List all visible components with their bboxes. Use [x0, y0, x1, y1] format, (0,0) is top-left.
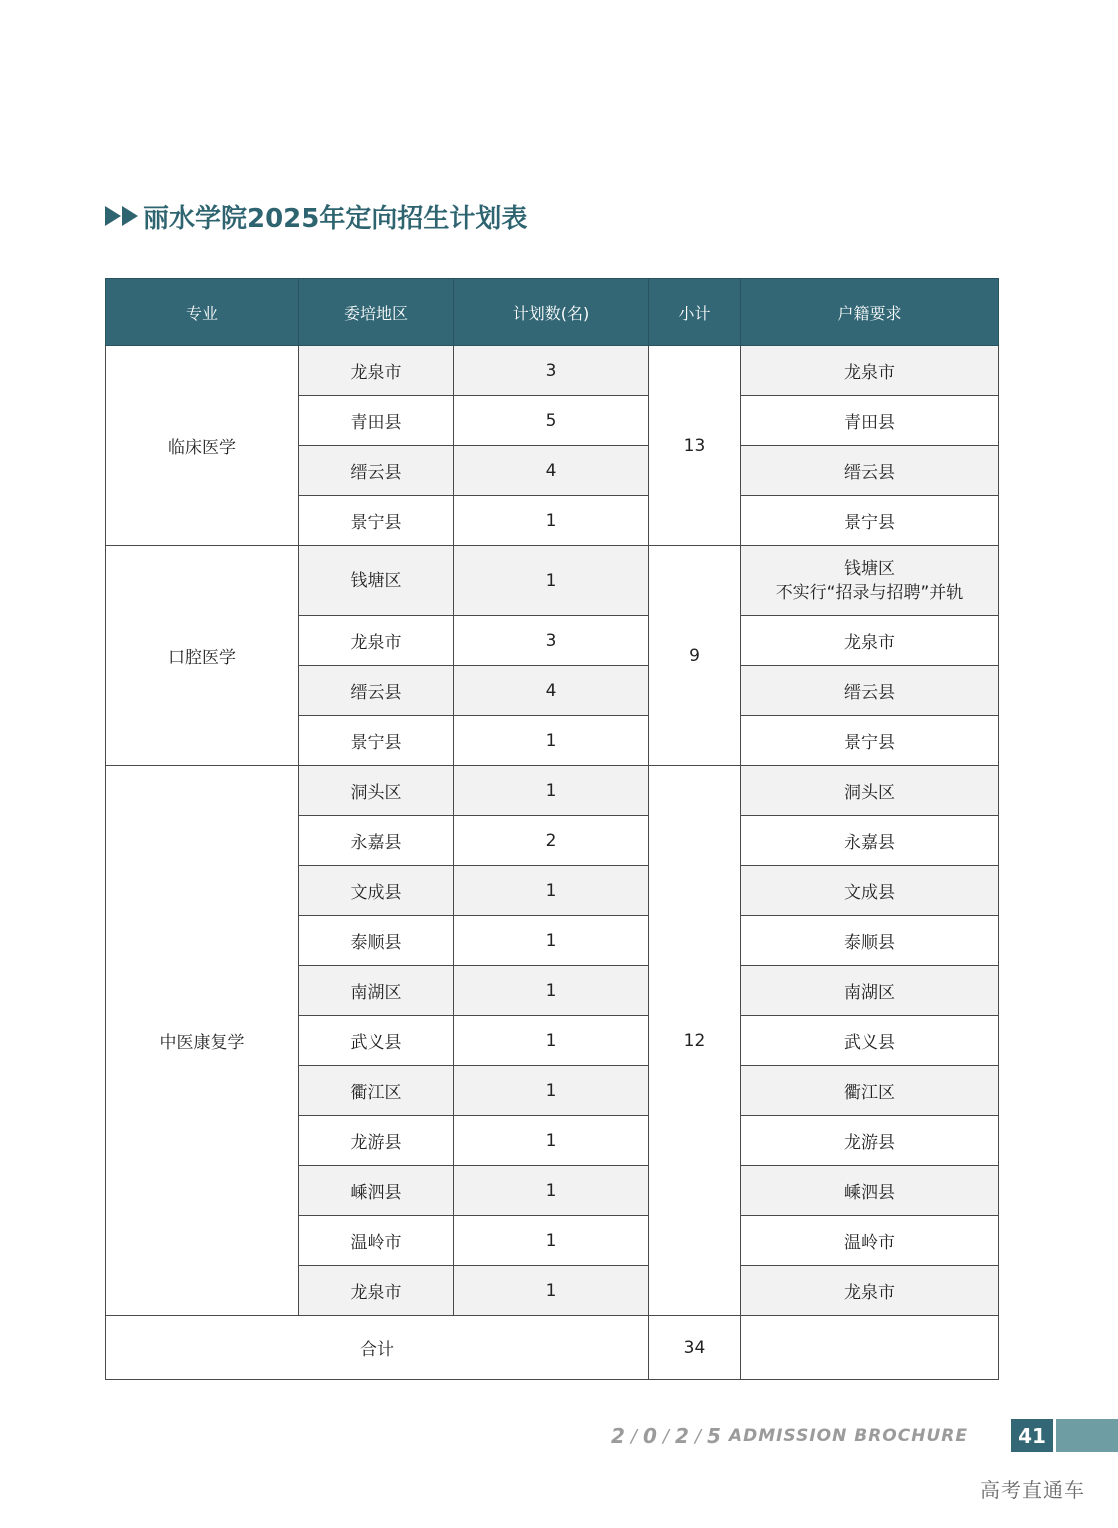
- region-cell: 龙游县: [299, 1116, 454, 1166]
- header-major: 专业: [106, 279, 299, 346]
- hukou-line: 嵊泗县: [844, 1183, 895, 1203]
- plan-count-cell: 4: [454, 446, 649, 496]
- plan-count-cell: 1: [454, 716, 649, 766]
- hukou-line: 缙云县: [844, 683, 895, 703]
- region-cell: 龙泉市: [299, 1266, 454, 1316]
- double-arrow-icon: [105, 206, 139, 226]
- header-region: 委培地区: [299, 279, 454, 346]
- region-cell: 文成县: [299, 866, 454, 916]
- subtotal-cell: 12: [649, 766, 741, 1316]
- total-value: 34: [649, 1316, 741, 1380]
- hukou-cell: [741, 1266, 999, 1316]
- region-cell: 龙泉市: [299, 616, 454, 666]
- region-cell: 缙云县: [299, 446, 454, 496]
- region-cell: 缙云县: [299, 666, 454, 716]
- hukou-line: 泰顺县: [844, 933, 895, 953]
- watermark-text: 高考直通车: [980, 1478, 1085, 1502]
- hukou-line: 南湖区: [844, 983, 895, 1003]
- hukou-line: 龙泉市: [844, 633, 895, 653]
- header-subtotal: 小计: [649, 279, 741, 346]
- subtotal-cell: 13: [649, 346, 741, 546]
- region-cell: 青田县: [299, 396, 454, 446]
- subtotal-cell: 9: [649, 546, 741, 766]
- year-digit: 2: [675, 1424, 689, 1448]
- hukou-line: 缙云县: [844, 463, 895, 483]
- region-cell: 泰顺县: [299, 916, 454, 966]
- hukou-cell: [741, 396, 999, 446]
- hukou-cell: [741, 446, 999, 496]
- year-separator: /: [662, 1425, 669, 1447]
- hukou-line: 不实行“招录与招聘”并轨: [775, 582, 964, 603]
- hukou-cell: [741, 1016, 999, 1066]
- header-plan-count: 计划数(名): [454, 279, 649, 346]
- plan-count-cell: 1: [454, 496, 649, 546]
- plan-count-cell: 2: [454, 816, 649, 866]
- hukou-cell: [741, 966, 999, 1016]
- hukou-cell: [741, 666, 999, 716]
- region-cell: 衢江区: [299, 1066, 454, 1116]
- hukou-line: 景宁县: [844, 513, 895, 533]
- year-digit: 5: [707, 1424, 721, 1448]
- hukou-cell: [741, 1116, 999, 1166]
- hukou-line: 武义县: [844, 1033, 895, 1053]
- hukou-line: 洞头区: [844, 783, 895, 803]
- hukou-cell: [741, 816, 999, 866]
- page-number: 41: [1011, 1419, 1053, 1452]
- hukou-cell: [741, 1066, 999, 1116]
- major-cell: 临床医学: [106, 346, 299, 546]
- plan-count-cell: 1: [454, 1216, 649, 1266]
- plan-count-cell: 1: [454, 1166, 649, 1216]
- major-cell: 中医康复学: [106, 766, 299, 1316]
- brochure-label: ADMISSION BROCHURE: [728, 1426, 968, 1446]
- major-cell: 口腔医学: [106, 546, 299, 766]
- hukou-cell: [741, 616, 999, 666]
- table-header-row: [106, 279, 999, 346]
- region-cell: 永嘉县: [299, 816, 454, 866]
- region-cell: 钱塘区: [299, 546, 454, 616]
- hukou-line: 青田县: [844, 413, 895, 433]
- hukou-cell: [741, 496, 999, 546]
- region-cell: 武义县: [299, 1016, 454, 1066]
- hukou-line: 龙泉市: [844, 363, 895, 383]
- region-cell: 景宁县: [299, 716, 454, 766]
- year-digit: 0: [643, 1424, 657, 1448]
- footer-brochure: [611, 1422, 968, 1450]
- plan-count-cell: 4: [454, 666, 649, 716]
- plan-count-cell: 1: [454, 916, 649, 966]
- plan-count-cell: 1: [454, 1066, 649, 1116]
- enrollment-plan-table: [105, 278, 999, 1380]
- hukou-line: 温岭市: [844, 1233, 895, 1253]
- hukou-cell: [741, 1166, 999, 1216]
- year-digit: 2: [611, 1424, 625, 1448]
- hukou-cell: [741, 546, 999, 616]
- region-cell: 温岭市: [299, 1216, 454, 1266]
- plan-count-cell: 1: [454, 866, 649, 916]
- total-hukou-empty: [741, 1316, 999, 1380]
- hukou-line: 龙泉市: [844, 1283, 895, 1303]
- plan-count-cell: 1: [454, 1266, 649, 1316]
- header-hukou: 户籍要求: [741, 279, 999, 346]
- hukou-cell: [741, 1216, 999, 1266]
- page-number-bar: [1056, 1419, 1118, 1452]
- plan-count-cell: 1: [454, 546, 649, 616]
- hukou-line: 文成县: [844, 883, 895, 903]
- region-cell: 嵊泗县: [299, 1166, 454, 1216]
- region-cell: 龙泉市: [299, 346, 454, 396]
- table-row: [106, 346, 999, 396]
- hukou-cell: [741, 766, 999, 816]
- hukou-line: 龙游县: [844, 1133, 895, 1153]
- hukou-cell: [741, 716, 999, 766]
- year-separator: /: [630, 1425, 637, 1447]
- total-row: [106, 1316, 999, 1380]
- plan-count-cell: 3: [454, 346, 649, 396]
- plan-count-cell: 3: [454, 616, 649, 666]
- plan-count-cell: 1: [454, 1116, 649, 1166]
- hukou-line: 衢江区: [844, 1083, 895, 1103]
- total-label: 合计: [106, 1316, 649, 1380]
- table-body: [106, 346, 999, 1380]
- hukou-cell: [741, 346, 999, 396]
- hukou-line: 景宁县: [844, 733, 895, 753]
- page-title: 丽水学院2025年定向招生计划表: [143, 203, 528, 234]
- page-title-block: [105, 196, 527, 236]
- hukou-line: 钱塘区: [844, 558, 895, 579]
- hukou-line: 永嘉县: [844, 833, 895, 853]
- table-row: [106, 766, 999, 816]
- year-separator: /: [694, 1425, 701, 1447]
- plan-count-cell: 1: [454, 966, 649, 1016]
- hukou-cell: [741, 916, 999, 966]
- region-cell: 洞头区: [299, 766, 454, 816]
- hukou-cell: [741, 866, 999, 916]
- plan-count-cell: 1: [454, 1016, 649, 1066]
- region-cell: 景宁县: [299, 496, 454, 546]
- plan-count-cell: 5: [454, 396, 649, 446]
- table-row: [106, 546, 999, 616]
- region-cell: 南湖区: [299, 966, 454, 1016]
- plan-count-cell: 1: [454, 766, 649, 816]
